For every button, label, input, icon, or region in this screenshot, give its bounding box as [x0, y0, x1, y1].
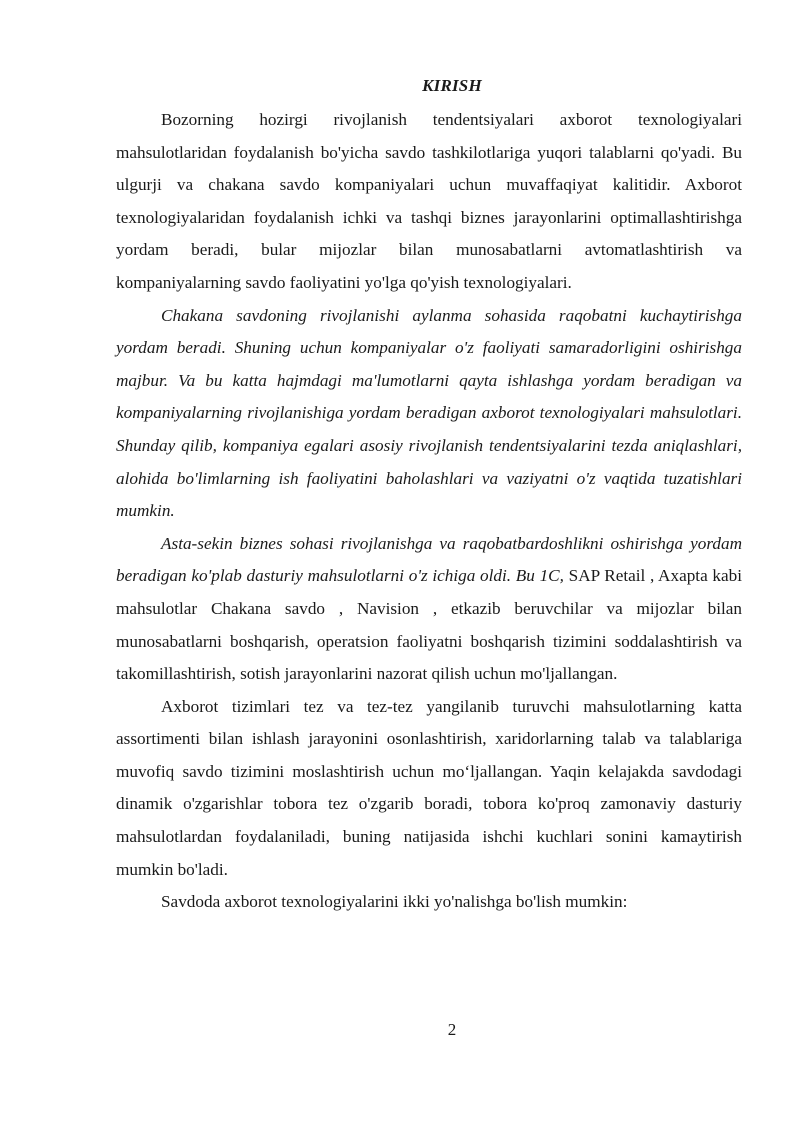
paragraph-software-products-regular: SAP Retail , Axapta kabi mahsulotlar Chakana savdo , Navision , etkazib beruvchilar va mijozlar bilan munosabatlarni boshqarish, operatsion faoliyatni boshqarish tizimini soddalashtirish va takomillashtirish, sotish jarayonlarini nazorat qilish uchun mo'ljallangan.: [116, 566, 742, 684]
paragraph-software-products: [116, 528, 742, 691]
paragraph-intro: Bozorning hozirgi rivojlanish tendentsiyalari axborot texnologiyalari mahsulotlaridan foydalanish bo'yicha savdo tashkilotlariga yuqori talablarni qo'yadi. Bu ulgurji va chakana savdo kompaniyalari uchun muvaffaqiyat kalitidir. Axborot texnologiyalaridan foydalanish ichki va tashqi biznes jarayonlarini optimallashtirishga yordam beradi, bular mijozlar bilan munosabatlarni avtomatlashtirish va kompaniyalarning savdo faoliyatini yo'lga qo'yish texnologiyalari.: [116, 110, 742, 292]
page-number: 2: [447, 1020, 457, 1039]
paragraph-software-products-italic: Asta-sekin biznes sohasi rivojlanishga va raqobatbardoshlikni oshirishga yordam beradigan ko'plab dasturiy mahsulotlarni o'z ichiga oldi. Bu 1C,: [116, 533, 742, 586]
document-body: [116, 104, 742, 919]
paragraph-retail-development: Chakana savdoning rivojlanishi aylanma sohasida raqobatni kuchaytirishga yordam beradi. Shuning uchun kompaniyalar o'z faoliyati samaradorligini oshirishga majbur. Va bu katta hajmdagi ma'lumotlarni qayta ishlashga yordam beradigan va kompaniyalarning rivojlanishiga yordam beradigan axborot texnologiyalari mahsulotlari. Shunday qilib, kompaniya egalari asosiy rivojlanish tendentsiyalarini tezda aniqlashlari, alohida bo'limlarning ish faoliyatini baholashlari va vaziyatni o'z vaqtida tuzatishlari mumkin.: [116, 305, 742, 521]
paragraph-information-systems: Axborot tizimlari tez va tez-tez yangilanib turuvchi mahsulotlarning katta assortimenti bilan ishlash jarayonini osonlashtirish, xaridorlarning talab va talablariga muvofiq savdo tizimini moslashtirish uchun mo‘ljallangan. Yaqin kelajakda savdodagi dinamik o'zgarishlar tobora tez o'zgarib boradi, tobora ko'proq zamonaviy dasturiy mahsulotlardan foydalaniladi, buning natijasida ishchi kuchlari sonini kamaytirish mumkin bo'ladi.: [116, 696, 742, 879]
paragraph-two-directions: Savdoda axborot texnologiyalarini ikki yo'nalishga bo'lish mumkin:: [161, 892, 628, 912]
section-title: KIRISH: [422, 76, 482, 95]
